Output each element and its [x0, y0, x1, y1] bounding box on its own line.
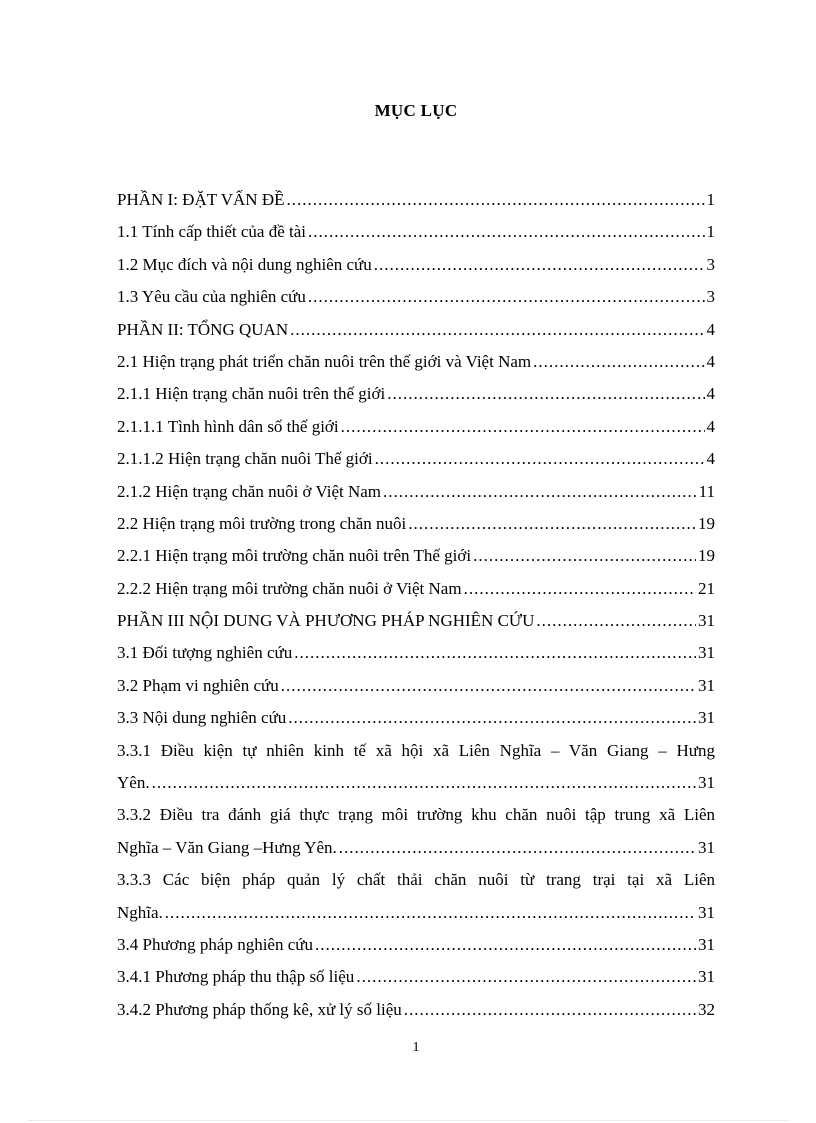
toc-entry-title: Nghĩa – Văn Giang –Hưng Yên.	[117, 837, 337, 857]
toc-entry-title: 2.1 Hiện trạng phát triển chăn nuôi trên thế giới và Việt Nam	[117, 351, 532, 371]
toc-entry-page: 21	[698, 578, 715, 598]
toc-entry[interactable]	[117, 443, 715, 475]
toc-entry[interactable]	[117, 799, 715, 864]
toc-entry-title: 2.2.2 Hiện trạng môi trường chăn nuôi ở Việt Nam	[117, 578, 462, 598]
toc-entry[interactable]	[117, 411, 715, 443]
dot-leader	[288, 702, 696, 734]
toc-entry-title: 2.2.1 Hiện trạng môi trường chăn nuôi trên Thế giới	[117, 546, 472, 566]
dot-leader	[315, 929, 696, 961]
toc-entry[interactable]	[117, 702, 715, 734]
toc-entry[interactable]	[117, 346, 715, 378]
toc-entry[interactable]	[117, 864, 715, 929]
toc-entry-title: 3.4.1 Phương pháp thu thập số liệu	[117, 967, 355, 987]
toc-entry-title: 1.1 Tính cấp thiết của đề tài	[117, 222, 306, 242]
toc-entry-page: 32	[698, 999, 715, 1019]
dot-leader	[356, 961, 696, 993]
toc-entry-title: 2.1.1 Hiện trạng chăn nuôi trên thế giới	[117, 384, 386, 404]
toc-entry[interactable]	[117, 994, 715, 1026]
dot-leader	[383, 476, 697, 508]
toc-entry-title: PHẦN III NỘI DUNG VÀ PHƯƠNG PHÁP NGHIÊN CỨU	[117, 611, 535, 631]
toc-entry-title: 2.1.1.2 Hiện trạng chăn nuôi Thế giới	[117, 449, 373, 469]
toc-entry-page: 3	[706, 254, 715, 274]
dot-leader	[375, 443, 705, 475]
toc-entry-page: 31	[698, 611, 715, 631]
toc-entry-title: PHẦN I: ĐẶT VẤN ĐỀ	[117, 190, 285, 209]
dot-leader	[290, 314, 704, 346]
toc-entry-page: 31	[698, 967, 715, 987]
toc-entry-page: 4	[706, 351, 715, 371]
dot-leader	[341, 411, 705, 443]
dot-leader	[536, 605, 696, 637]
toc-entry-page: 4	[706, 416, 715, 436]
toc-entry-title: 3.4 Phương pháp nghiên cứu	[117, 935, 313, 955]
dot-leader	[464, 573, 696, 605]
toc-entry-title: 2.2 Hiện trạng môi trường trong chăn nuôi	[117, 513, 407, 533]
toc-entry[interactable]	[117, 605, 715, 637]
toc-entry-title-line: 3.3.1 Điều kiện tự nhiên kinh tế xã hội xã Liên Nghĩa – Văn Giang – Hưng	[117, 740, 715, 760]
toc-entry-page: 4	[706, 384, 715, 404]
toc-entry-title: 3.4.2 Phương pháp thống kê, xử lý số liệu	[117, 999, 402, 1019]
page-title: MỤC LỤC	[374, 101, 458, 120]
toc-entry-page: 31	[698, 837, 715, 857]
toc-entry-page: 4	[706, 449, 715, 469]
dot-leader	[294, 637, 696, 669]
toc-entry-page: 1	[706, 190, 715, 209]
dot-leader	[308, 281, 705, 313]
toc-entry[interactable]	[117, 735, 715, 800]
toc-entry[interactable]	[117, 508, 715, 540]
toc-entry-title: Yên.	[117, 773, 150, 793]
dot-leader	[408, 508, 696, 540]
dot-leader	[387, 378, 704, 410]
dot-leader	[404, 994, 696, 1026]
toc-entry[interactable]	[117, 378, 715, 410]
toc-entry-title: 1.2 Mục đích và nội dung nghiên cứu	[117, 254, 372, 274]
toc-entry[interactable]	[117, 476, 715, 508]
table-of-contents	[117, 184, 715, 1026]
toc-entry-title: 3.2 Phạm vi nghiên cứu	[117, 675, 279, 695]
toc-entry[interactable]	[117, 184, 715, 216]
toc-entry[interactable]	[117, 249, 715, 281]
dot-leader	[533, 346, 704, 378]
toc-entry-page: 31	[698, 643, 715, 663]
dot-leader	[165, 897, 696, 929]
toc-entry-page: 19	[698, 546, 715, 566]
toc-entry-title-line: 3.3.3 Các biện pháp quản lý chất thải chăn nuôi từ trang trại tại xã Liên	[117, 870, 715, 890]
page-number: 1	[412, 1040, 420, 1055]
dot-leader	[374, 249, 705, 281]
toc-entry-title: 2.1.2 Hiện trạng chăn nuôi ở Việt Nam	[117, 481, 382, 501]
toc-entry-title-line: 3.3.2 Điều tra đánh giá thực trạng môi trường khu chăn nuôi tập trung xã Liên	[117, 805, 715, 825]
toc-entry[interactable]	[117, 961, 715, 993]
dot-leader	[339, 832, 696, 864]
toc-entry-page: 1	[706, 222, 715, 242]
toc-entry-page: 31	[698, 675, 715, 695]
toc-entry[interactable]	[117, 573, 715, 605]
toc-entry-page: 19	[698, 513, 715, 533]
toc-entry-title: PHẦN II: TỔNG QUAN	[117, 319, 289, 339]
toc-entry-title: 1.3 Yêu cầu của nghiên cứu	[117, 287, 306, 307]
toc-entry[interactable]	[117, 540, 715, 572]
dot-leader	[473, 540, 696, 572]
toc-entry-title: Nghĩa.	[117, 902, 163, 922]
toc-entry[interactable]	[117, 314, 715, 346]
toc-entry-page: 31	[698, 708, 715, 728]
toc-entry-page: 11	[698, 481, 715, 501]
toc-entry-title: 2.1.1.1 Tình hình dân số thế giới	[117, 416, 339, 436]
toc-entry-page: 4	[706, 319, 715, 339]
toc-entry[interactable]	[117, 929, 715, 961]
dot-leader	[287, 184, 705, 216]
toc-entry-page: 31	[698, 935, 715, 955]
toc-entry-title: 3.1 Đối tượng nghiên cứu	[117, 643, 293, 663]
toc-entry[interactable]	[117, 670, 715, 702]
toc-entry-page: 31	[698, 773, 715, 793]
toc-entry-title: 3.3 Nội dung nghiên cứu	[117, 708, 287, 728]
toc-entry[interactable]	[117, 281, 715, 313]
dot-leader	[308, 216, 705, 248]
page-bottom-divider	[28, 1120, 788, 1121]
toc-entry-page: 3	[706, 287, 715, 307]
toc-entry[interactable]	[117, 216, 715, 248]
toc-entry-page: 31	[698, 902, 715, 922]
dot-leader	[152, 767, 696, 799]
toc-entry[interactable]	[117, 637, 715, 669]
dot-leader	[281, 670, 696, 702]
